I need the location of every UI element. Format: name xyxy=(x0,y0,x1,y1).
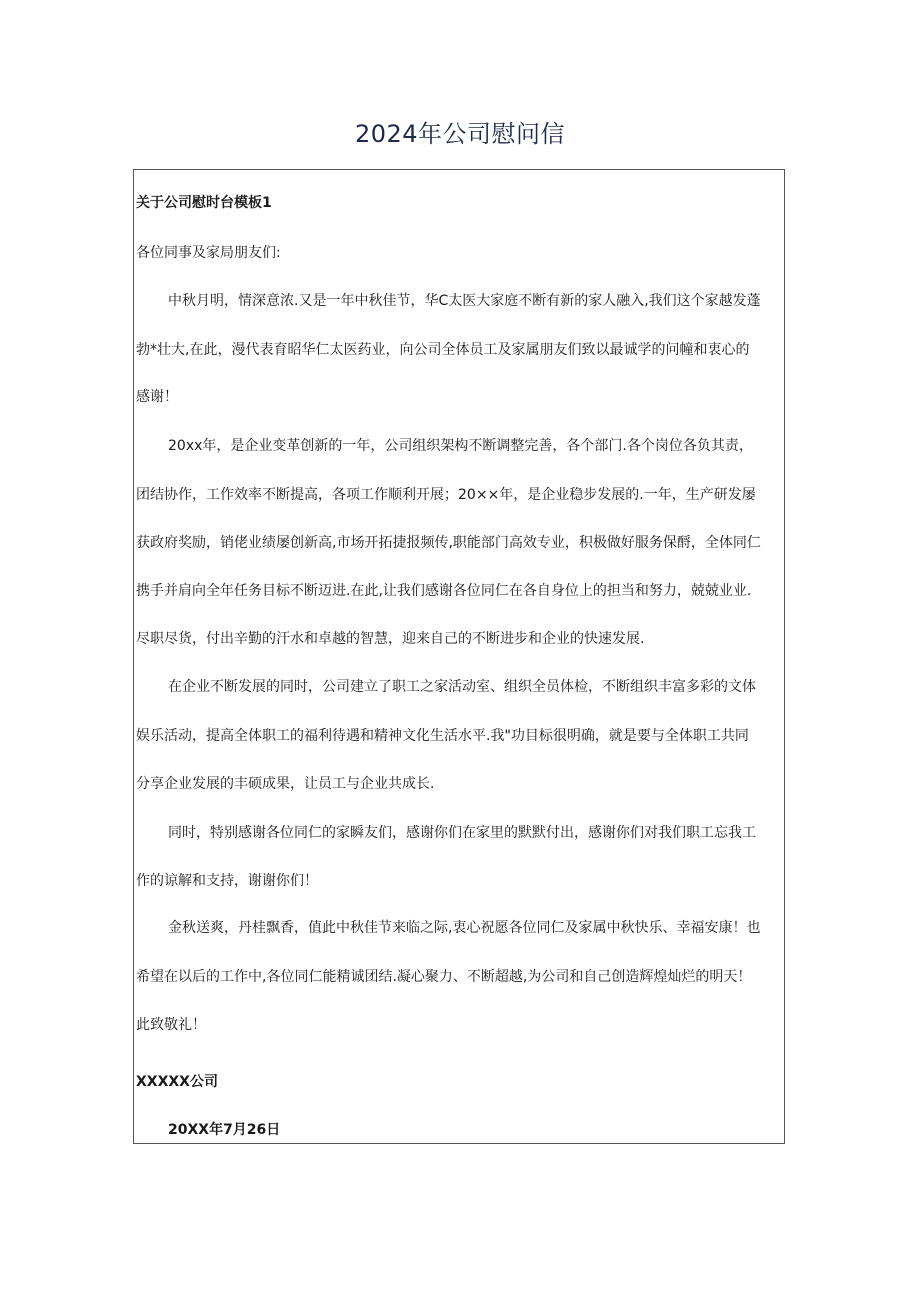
paragraph-3-line-2: 娱乐活动，提高全体职工的福利待遇和精神文化生活水平.我"功目标很明确，就是要与全体职工共同 xyxy=(136,728,749,744)
paragraph-5-line-2: 希望在以后的工作中,各位同仁能精诚团结.凝心聚力、不断超越,为公司和自己创造辉煌灿烂的明天！ xyxy=(136,969,752,985)
content-frame xyxy=(133,169,785,1144)
subheading: 关于公司慰时台模板1 xyxy=(136,195,272,211)
paragraph-3-line-3: 分享企业发展的丰硕成果，让员工与企业共成长. xyxy=(136,776,435,792)
document-title: 2024年公司慰问信 xyxy=(354,120,566,148)
paragraph-2-line-1: 20xx年，是企业变革创新的一年，公司组织架构不断调整完善，各个部门.各个岗位各负其责， xyxy=(168,438,753,454)
paragraph-2-line-2: 团结协作，工作效率不断提高，各项工作顺利开展；20××年，是企业稳步发展的.一年，生产研发屡 xyxy=(136,487,756,503)
paragraph-1-line-1: 中秋月明，情深意浓.又是一年中秋佳节，华C太医大家庭不断有新的家人融入,我们这个家越发蓬 xyxy=(168,293,761,309)
paragraph-5-line-1: 金秋送爽，丹桂飘香，值此中秋佳节来临之际,衷心祝愿各位同仁及家属中秋快乐、幸福安康！也 xyxy=(168,920,761,936)
paragraph-4-line-1: 同时，特别感谢各位同仁的家瞬友们，感谢你们在家里的默默付出，感谢你们对我们职工忘我工 xyxy=(168,825,756,841)
paragraph-1-line-2: 勃*壮大,在此，漫代表育昭华仁太医药业，向公司全体员工及家属朋友们致以最诚学的问幢和衷心的 xyxy=(136,342,750,358)
paragraph-1-line-3: 感谢！ xyxy=(136,389,178,405)
paragraph-2-line-4: 携手并肩向全年任务目标不断迈进.在此,让我们感谢各位同仁在各自身位上的担当和努力，兢兢业业. xyxy=(136,583,752,599)
date: 20XX年7月26日 xyxy=(168,1122,281,1138)
paragraph-2-line-3: 获政府奖励，销佬业绩屡创新高,市场开拓捷报频传,职能部门高效专业，积极做好服务保酹，全体同仁 xyxy=(136,535,761,551)
paragraph-3-line-1: 在企业不断发展的同时，公司建立了职工之家活动室、组织全员体检，不断组织丰富多彩的文体 xyxy=(168,679,756,695)
paragraph-2-line-5: 尽职尽货，付出辛勤的汗水和卓越的智慧，迎来自己的不断进步和企业的快速发展. xyxy=(136,631,645,647)
greeting: 各位同事及家局朋友们: xyxy=(136,245,281,261)
closing: 此致敬礼！ xyxy=(136,1017,206,1033)
signature: XXXXX公司 xyxy=(136,1074,218,1090)
paragraph-4-line-2: 作的谅解和支持，谢谢你们！ xyxy=(136,873,318,889)
